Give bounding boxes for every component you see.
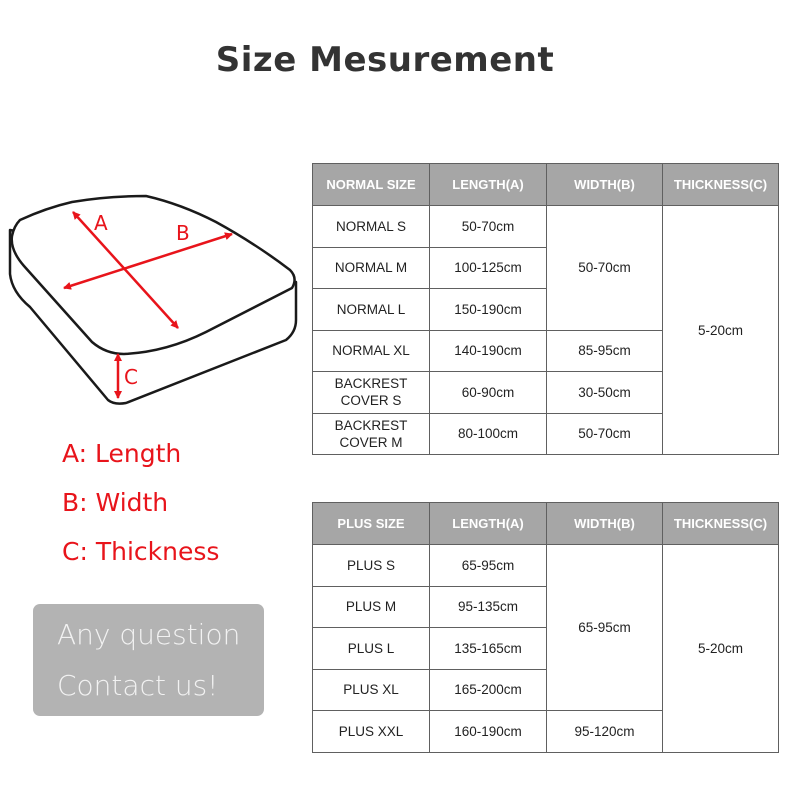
label-c: C (124, 365, 138, 389)
thickness-cell: 5-20cm (663, 545, 779, 753)
width-cell: 50-70cm (547, 413, 663, 455)
width-cell: 50-70cm (547, 206, 663, 331)
plus-size-table (312, 502, 779, 753)
page-title: Size Mesurement (215, 40, 555, 80)
header-thickness: THICKNESS(C) (663, 503, 779, 545)
label-a: A (94, 211, 108, 235)
width-cell: 95-120cm (547, 711, 663, 753)
size-cell: BACKREST COVER M (313, 413, 430, 455)
header-width: WIDTH(B) (547, 503, 663, 545)
length-cell: 60-90cm (430, 372, 547, 414)
width-cell: 30-50cm (547, 372, 663, 414)
size-cell: NORMAL L (313, 289, 430, 331)
table-row (313, 545, 779, 587)
length-cell: 160-190cm (430, 711, 547, 753)
width-cell: 85-95cm (547, 330, 663, 372)
length-cell: 95-135cm (430, 586, 547, 628)
width-cell: 65-95cm (547, 545, 663, 711)
normal-size-table (312, 163, 779, 455)
header-thickness: THICKNESS(C) (663, 164, 779, 206)
header-width: WIDTH(B) (547, 164, 663, 206)
length-cell: 80-100cm (430, 413, 547, 455)
header-length: LENGTH(A) (430, 503, 547, 545)
length-cell: 150-190cm (430, 289, 547, 331)
size-cell: NORMAL XL (313, 330, 430, 372)
length-cell: 65-95cm (430, 545, 547, 587)
size-cell: PLUS S (313, 545, 430, 587)
header-length: LENGTH(A) (430, 164, 547, 206)
cushion-diagram (6, 192, 302, 406)
size-cell: PLUS L (313, 628, 430, 670)
header-size: NORMAL SIZE (313, 164, 430, 206)
size-cell: BACKREST COVER S (313, 372, 430, 414)
table-row (313, 206, 779, 248)
size-cell: PLUS XL (313, 669, 430, 711)
length-cell: 100-125cm (430, 247, 547, 289)
contact-button[interactable] (33, 604, 264, 716)
table-header-row (313, 164, 779, 206)
length-cell: 50-70cm (430, 206, 547, 248)
label-b: B (176, 221, 190, 245)
length-cell: 135-165cm (430, 628, 547, 670)
legend-length: A: Length (62, 439, 182, 468)
size-cell: NORMAL S (313, 206, 430, 248)
table-header-row (313, 503, 779, 545)
length-cell: 165-200cm (430, 669, 547, 711)
legend-thickness: C: Thickness (62, 537, 220, 566)
size-cell: NORMAL M (313, 247, 430, 289)
size-cell: PLUS M (313, 586, 430, 628)
legend-width: B: Width (62, 488, 169, 517)
length-cell: 140-190cm (430, 330, 547, 372)
contact-line-2: Contact us! (57, 669, 219, 702)
header-size: PLUS SIZE (313, 503, 430, 545)
size-cell: PLUS XXL (313, 711, 430, 753)
contact-line-1: Any question (57, 618, 241, 651)
thickness-cell: 5-20cm (663, 206, 779, 455)
